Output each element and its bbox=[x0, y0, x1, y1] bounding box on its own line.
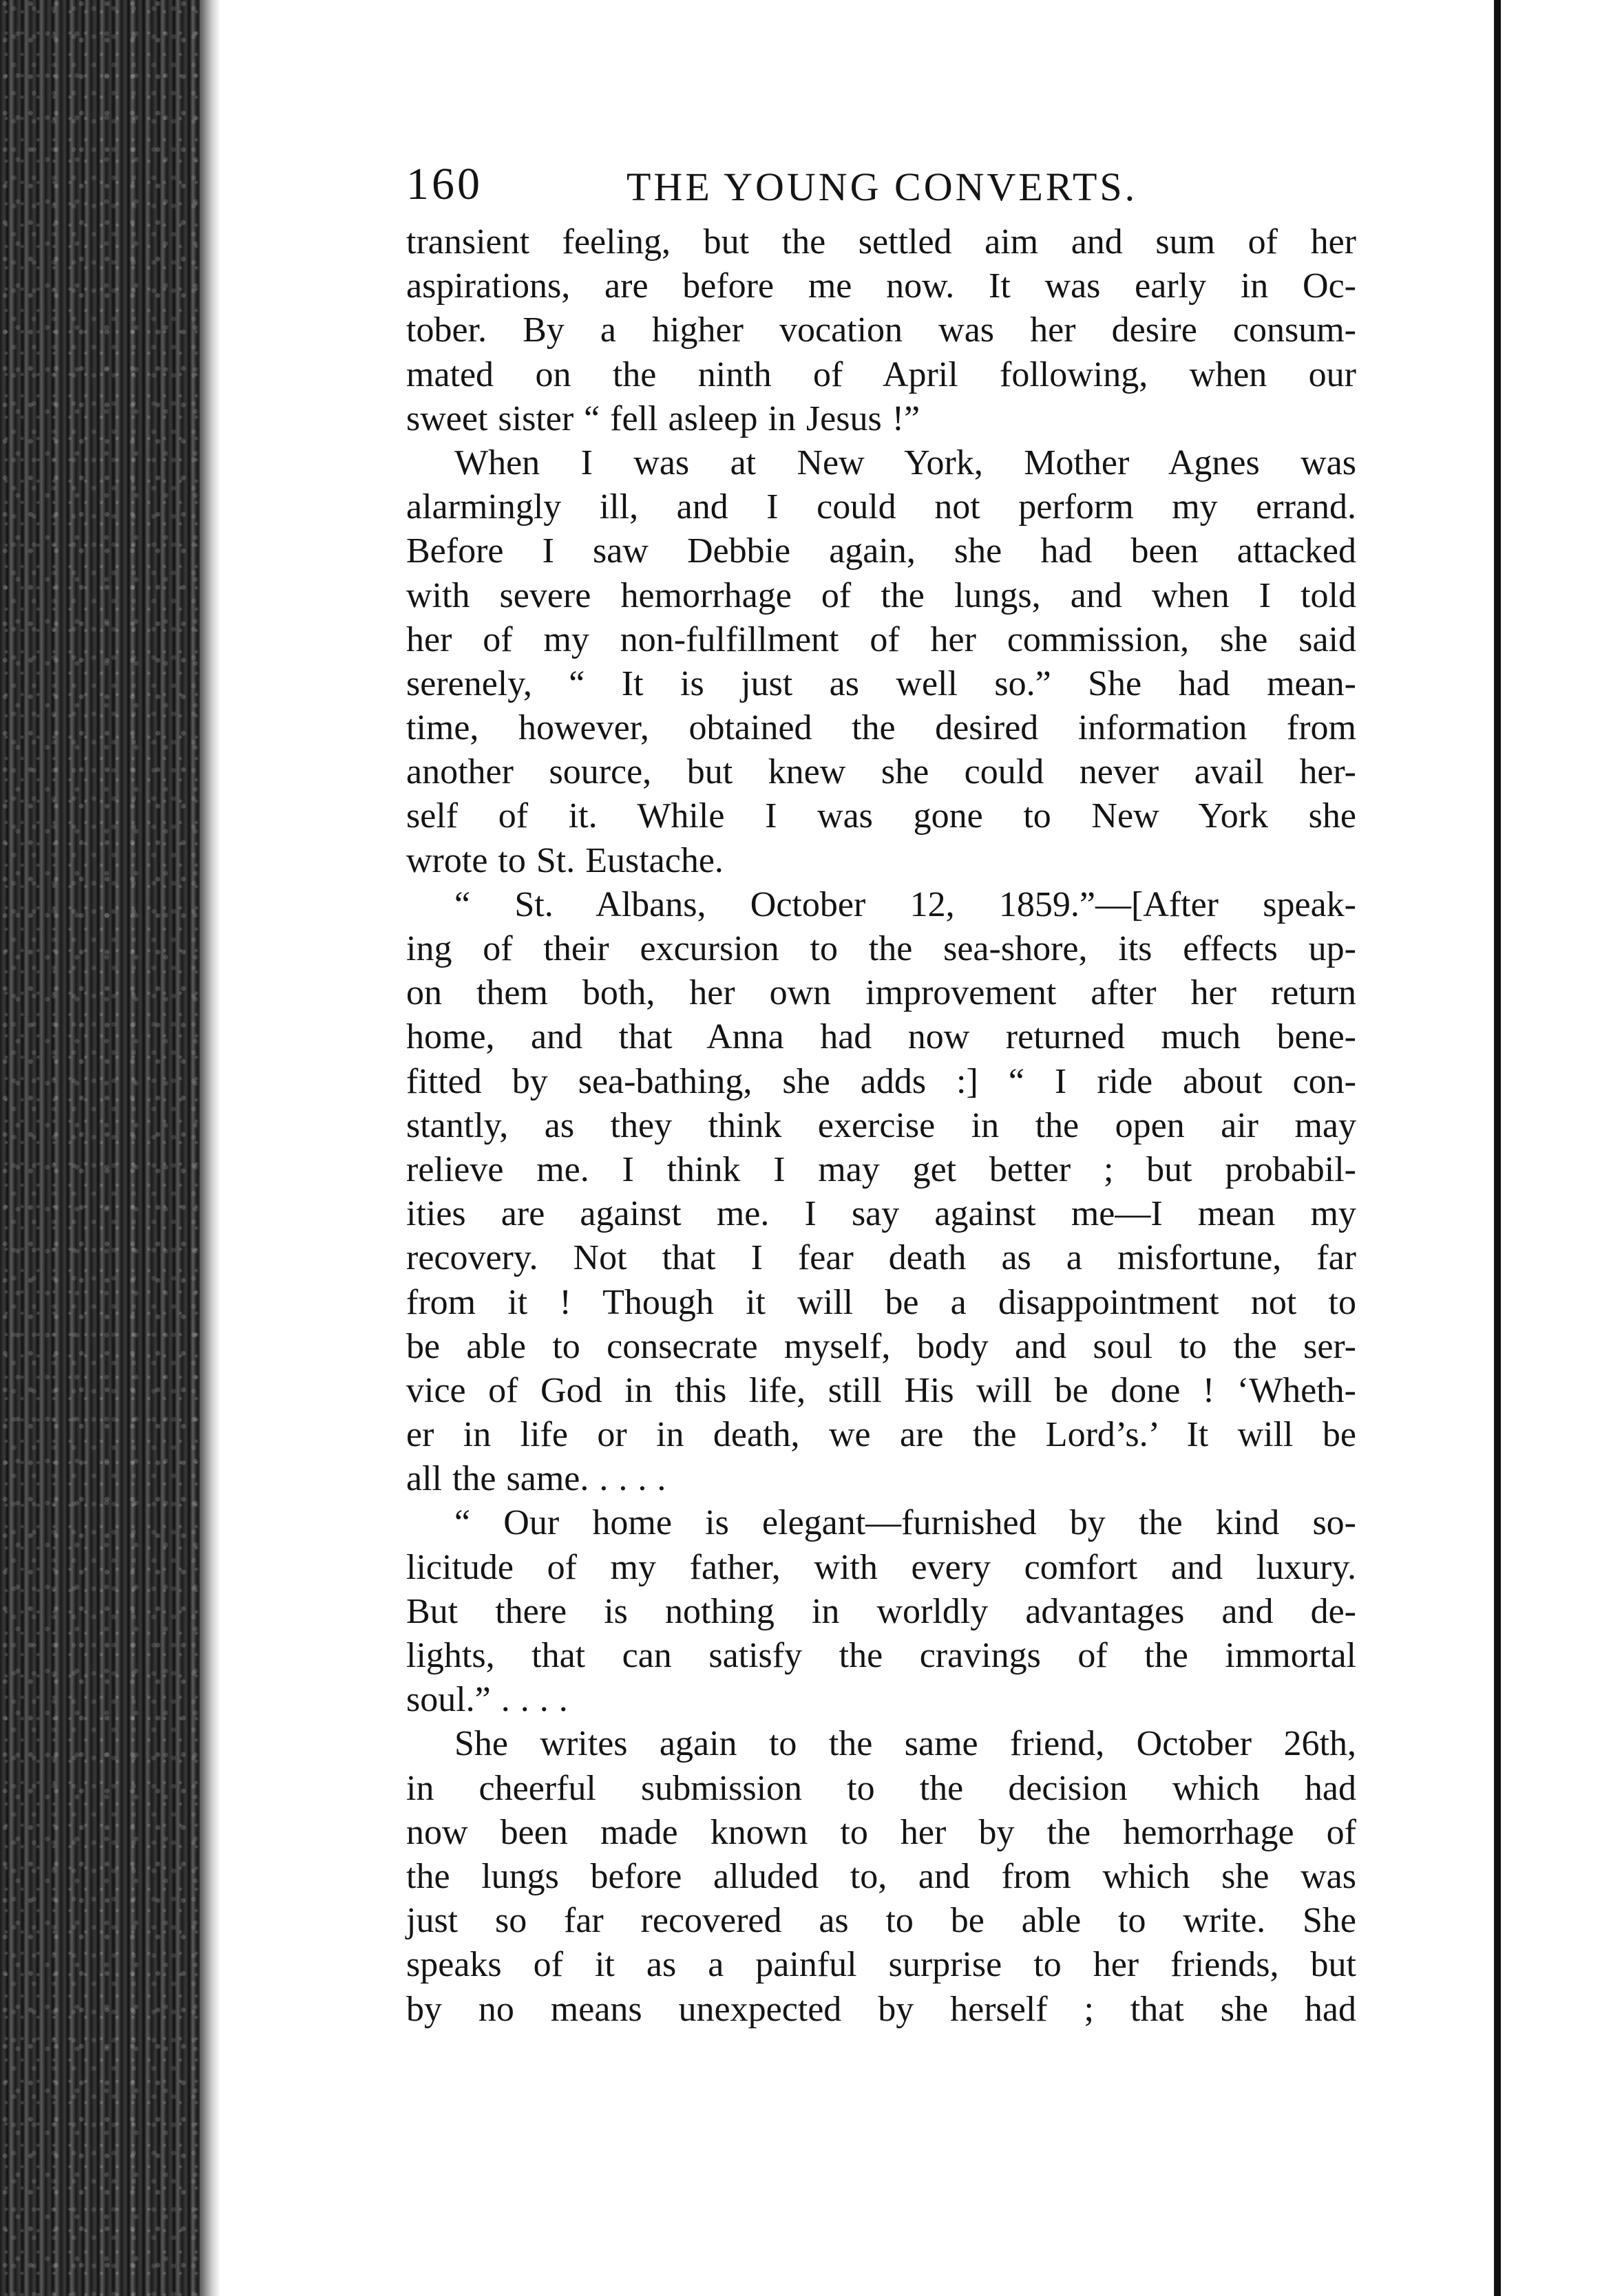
text-line: “ Our home is elegant—furnished by the kind so- bbox=[454, 1503, 1356, 1543]
text-line: licitude of my father, with every comfort and luxury. bbox=[406, 1547, 1356, 1587]
book-spine-gutter bbox=[0, 0, 200, 2296]
text-line: mated on the ninth of April following, when our bbox=[406, 354, 1356, 394]
text-line: transient feeling, but the settled aim and sum of her bbox=[406, 222, 1356, 262]
text-line: on them both, her own improvement after her return bbox=[406, 973, 1356, 1013]
text-line: lights, that can satisfy the cravings of the immortal bbox=[406, 1636, 1356, 1675]
page-fore-edge bbox=[200, 0, 220, 2296]
running-head-title: THE YOUNG CONVERTS. bbox=[626, 164, 1138, 209]
next-page-edge bbox=[1494, 0, 1611, 2296]
text-line: the lungs before alluded to, and from which she was bbox=[406, 1856, 1356, 1896]
text-line: be able to consecrate myself, body and soul to the ser- bbox=[406, 1326, 1356, 1366]
page-number: 160 bbox=[406, 159, 483, 209]
text-line: ing of their excursion to the sea-shore, its effects up- bbox=[406, 929, 1356, 968]
text-line: serenely, “ It is just as well so.” She had mean- bbox=[406, 663, 1356, 703]
text-line: tober. By a higher vocation was her desire consum- bbox=[406, 310, 1356, 350]
text-line: soul.” . . . . bbox=[406, 1680, 568, 1720]
text-line: alarmingly ill, and I could not perform my errand. bbox=[406, 487, 1356, 527]
text-line: recovery. Not that I fear death as a misfortune, far bbox=[406, 1238, 1356, 1278]
text-line: home, and that Anna had now returned much bene- bbox=[406, 1017, 1356, 1057]
text-line: her of my non-fulfillment of her commission, she said bbox=[406, 619, 1356, 659]
text-line: another source, but knew she could never avail her- bbox=[406, 752, 1356, 792]
text-line: speaks of it as a painful surprise to her friends, but bbox=[406, 1945, 1356, 1985]
text-line: stantly, as they think exercise in the open air may bbox=[406, 1105, 1356, 1145]
text-line: by no means unexpected by herself ; that she had bbox=[406, 1989, 1356, 2029]
text-line: “ St. Albans, October 12, 1859.”—[After speak- bbox=[454, 884, 1356, 924]
text-line: relieve me. I think I may get better ; but probabil- bbox=[406, 1149, 1356, 1189]
text-line: When I was at New York, Mother Agnes was bbox=[454, 443, 1356, 482]
text-line: But there is nothing in worldly advantages and de- bbox=[406, 1591, 1356, 1631]
text-line: just so far recovered as to be able to write. She bbox=[406, 1901, 1356, 1941]
text-line: She writes again to the same friend, October 26th, bbox=[454, 1724, 1356, 1764]
text-line: self of it. While I was gone to New York she bbox=[406, 796, 1356, 836]
text-line: wrote to St. Eustache. bbox=[406, 840, 724, 880]
text-line: fitted by sea-bathing, she adds :] “ I ride about con- bbox=[406, 1061, 1356, 1101]
text-line: ities are against me. I say against me—I mean my bbox=[406, 1194, 1356, 1234]
text-line: vice of God in this life, still His will be done ! ‘Wheth- bbox=[406, 1370, 1356, 1410]
text-line: Before I saw Debbie again, she had been attacked bbox=[406, 531, 1356, 571]
text-line: with severe hemorrhage of the lungs, and when I told bbox=[406, 575, 1356, 615]
text-line: now been made known to her by the hemorrhage of bbox=[406, 1812, 1356, 1852]
running-head bbox=[406, 158, 1356, 220]
text-line: from it ! Though it will be a disappointment not to bbox=[406, 1282, 1356, 1322]
book-page bbox=[406, 158, 1356, 2032]
body-text bbox=[406, 220, 1356, 2032]
text-line: aspirations, are before me now. It was early in Oc- bbox=[406, 266, 1356, 306]
text-line: er in life or in death, we are the Lord’s.’ It will be bbox=[406, 1415, 1356, 1455]
text-line: all the same. . . . . bbox=[406, 1459, 666, 1499]
text-line: time, however, obtained the desired information from bbox=[406, 708, 1356, 748]
text-line: in cheerful submission to the decision which had bbox=[406, 1768, 1356, 1808]
text-line: sweet sister “ fell asleep in Jesus !” bbox=[406, 398, 920, 438]
